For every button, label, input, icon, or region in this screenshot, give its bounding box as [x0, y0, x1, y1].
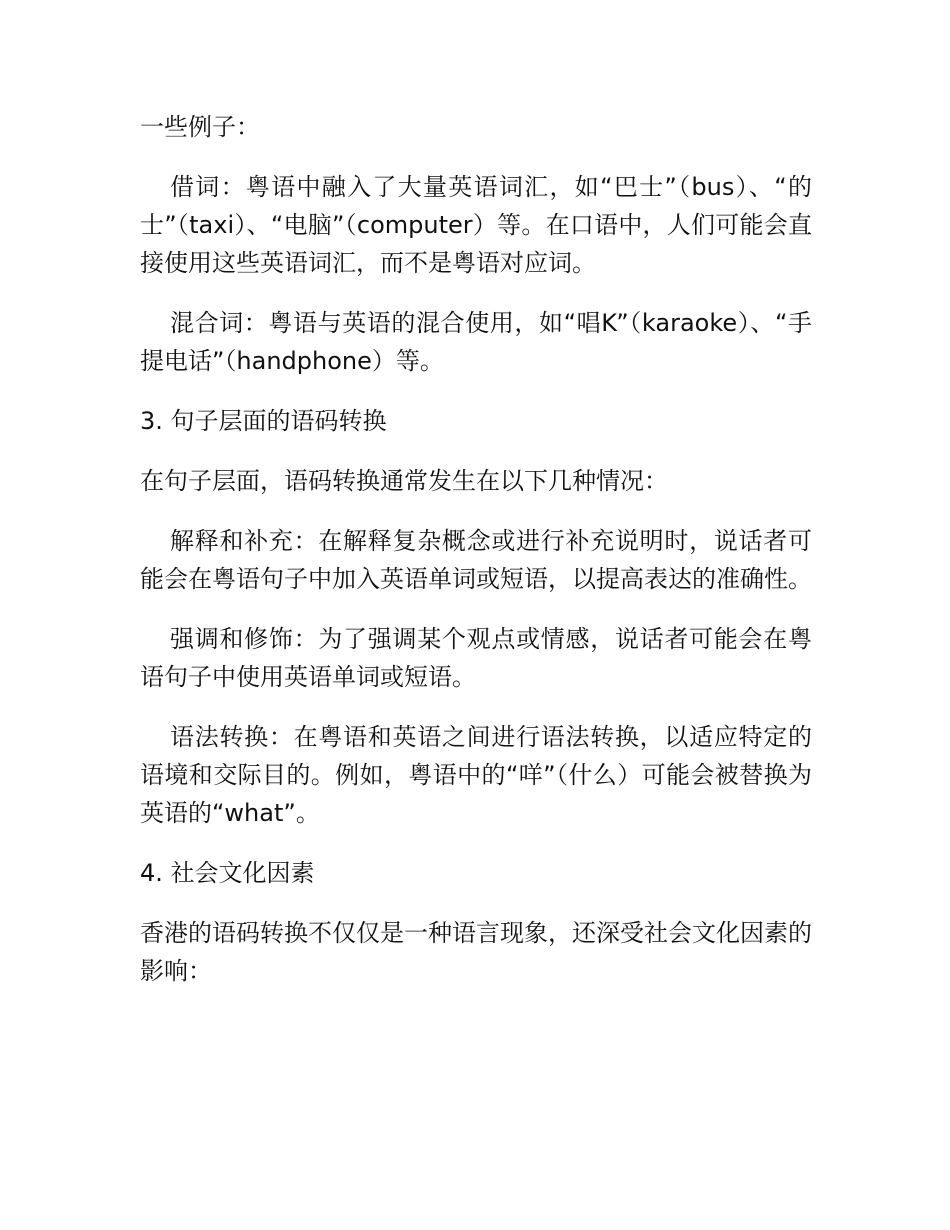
- mixed-words-paragraph: 混合词：粤语与英语的混合使用，如“唱K”（karaoke）、“手提电话”（handphone）等。: [140, 309, 812, 375]
- grammar-switch-paragraph: 语法转换：在粤语和英语之间进行语法转换，以适应特定的语境和交际目的。例如，粤语中的“咩”（什么）可能会被替换为英语的“what”。: [140, 723, 812, 827]
- sentence-level-intro: 在句子层面，语码转换通常发生在以下几种情况：: [140, 467, 668, 495]
- document-page: [140, 108, 812, 1012]
- emphasis-paragraph: 强调和修饰：为了强调某个观点或情感，说话者可能会在粤语句子中使用英语单词或短语。: [140, 625, 812, 691]
- sociocultural-intro: 香港的语码转换不仅仅是一种语言现象，还深受社会文化因素的影响：: [140, 919, 812, 985]
- examples-intro: 一些例子：: [140, 113, 260, 141]
- explanation-paragraph: 解释和补充：在解释复杂概念或进行补充说明时，说话者可能会在粤语句子中加入英语单词或短语，以提高表达的准确性。: [140, 527, 812, 593]
- section-heading-sociocultural: 4. 社会文化因素: [140, 859, 315, 887]
- section-heading-sentence-level: 3. 句子层面的语码转换: [140, 407, 387, 435]
- loanwords-paragraph: 借词：粤语中融入了大量英语词汇，如“巴士”（bus）、“的士”（taxi）、“电脑”（computer）等。在口语中，人们可能会直接使用这些英语词汇，而不是粤语对应词。: [140, 173, 812, 277]
